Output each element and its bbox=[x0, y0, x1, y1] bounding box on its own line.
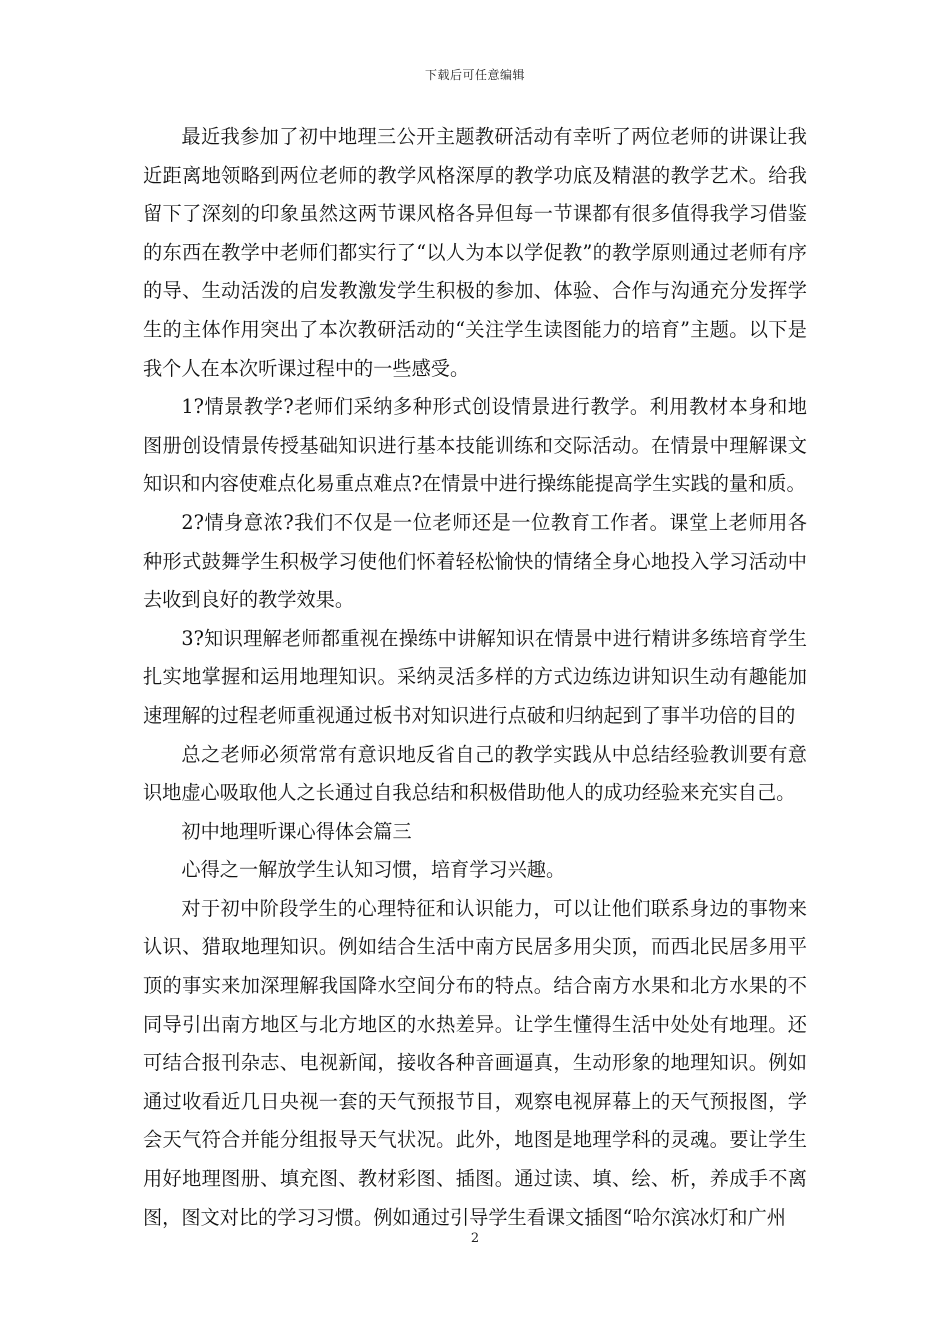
document-body bbox=[143, 118, 807, 1237]
paragraph: 1?情景教学?老师们采纳多种形式创设情景进行教学。利用教材本身和地图册创设情景传授基础知识进行基本技能训练和交际活动。在情景中理解课文知识和内容使难点化易重点难点?在情景中进行操练能提高学生实践的量和质。 bbox=[143, 395, 807, 496]
paragraph: 总之老师必须常常有意识地反省自己的教学实践从中总结经验教训要有意识地虚心吸取他人之长通过自我总结和积极借助他人的成功经验来充实自己。 bbox=[143, 742, 807, 805]
page-header: 下载后可任意编辑 bbox=[424, 68, 525, 82]
paragraph: 3?知识理解老师都重视在操练中讲解知识在情景中进行精讲多练培育学生扎实地掌握和运用地理知识。采纳灵活多样的方式边练边讲知识生动有趣能加速理解的过程老师重视通过板书对知识进行点破和归纳起到了事半功倍的目的 bbox=[143, 626, 807, 727]
paragraph: 对于初中阶段学生的心理特征和认识能力，可以让他们联系身边的事物来认识、猎取地理知识。例如结合生活中南方民居多用尖顶，而西北民居多用平顶的事实来加深理解我国降水空间分布的特点。结合南方水果和北方水果的不同导引出南方地区与北方地区的水热差异。让学生懂得生活中处处有地理。还可结合报刊杂志、电视新闻，接收各种音画逼真，生动形象的地理知识。例如通过收看近几日央视一套的天气预报节目，观察电视屏幕上的天气预报图，学会天气符合并能分组报导天气状况。此外，地图是地理学科的灵魂。要让学生用好地理图册、填充图、教材彩图、插图。通过读、填、绘、析，养成手不离图，图文对比的学习习惯。例如通过引导学生看课文插图“哈尔滨冰灯和广州 bbox=[143, 896, 807, 1229]
paragraph: 2?情身意浓?我们不仅是一位老师还是一位教育工作者。课堂上老师用各种形式鼓舞学生积极学习使他们怀着轻松愉快的情绪全身心地投入学习活动中去收到良好的教学效果。 bbox=[143, 510, 807, 612]
paragraph: 最近我参加了初中地理三公开主题教研活动有幸听了两位老师的讲课让我近距离地领略到两位老师的教学风格深厚的教学功底及精湛的教学艺术。给我留下了深刻的印象虽然这两节课风格各异但每一节课都有很多值得我学习借鉴的东西在教学中老师们都实行了“以人为本以学促教”的教学原则通过老师有序的导、生动活泼的启发教激发学生积极的参加、体验、合作与沟通充分发挥学生的主体作用突出了本次教研活动的“关注学生读图能力的培育”主题。以下是我个人在本次听课过程中的一些感受。 bbox=[143, 125, 807, 380]
page-number: 2 bbox=[470, 1231, 480, 1246]
section-heading: 初中地理听课心得体会篇三 bbox=[181, 819, 412, 843]
subheading: 心得之一解放学生认知习惯，培育学习兴趣。 bbox=[181, 858, 566, 882]
